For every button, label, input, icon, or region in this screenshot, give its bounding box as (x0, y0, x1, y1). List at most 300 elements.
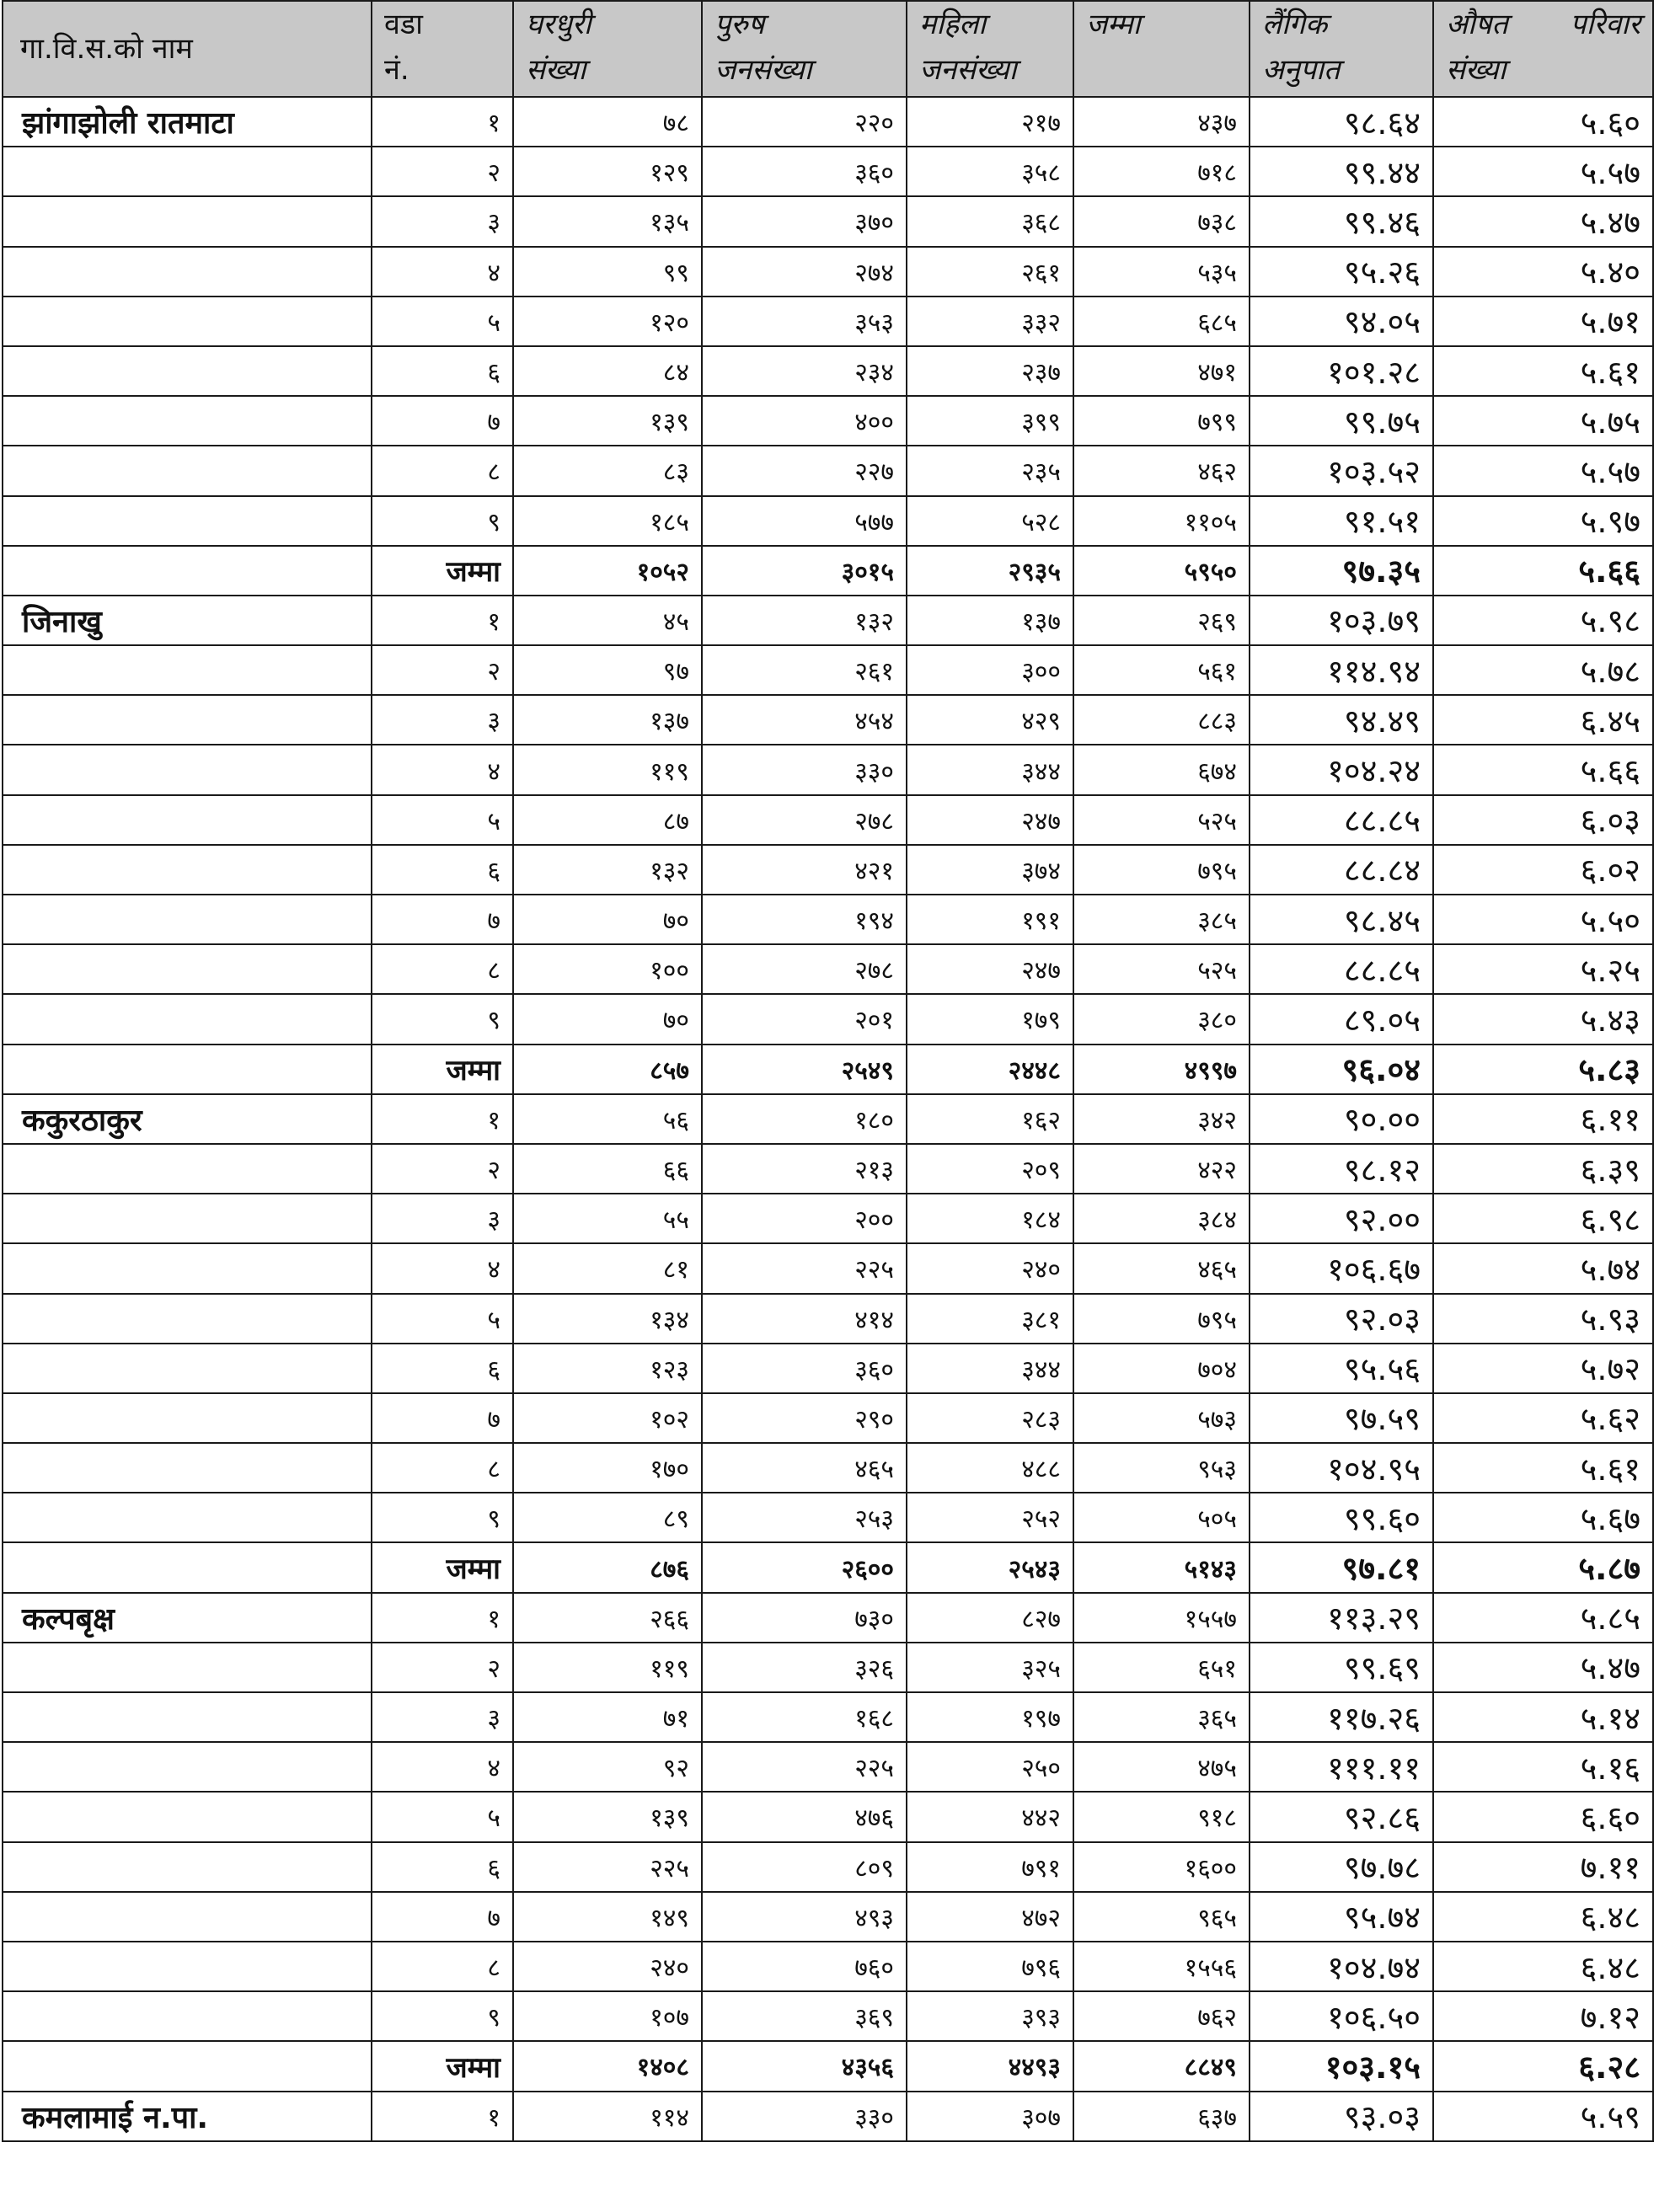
female-population-cell: ४८८ (907, 1443, 1073, 1493)
vdc-name-cell (3, 1542, 372, 1592)
avg-family-size-cell: ५.४३ (1433, 994, 1653, 1044)
total-cell: ५१४३ (1073, 1542, 1250, 1592)
male-population-cell: ३५३ (702, 297, 907, 346)
vdc-total-row (3, 1542, 1653, 1592)
total-cell: ७९५ (1073, 1294, 1250, 1344)
sex-ratio-cell: ८८.८५ (1250, 795, 1433, 845)
total-cell: २६९ (1073, 596, 1250, 645)
header-sex-ratio: लैंगिक अनुपात (1250, 1, 1433, 97)
sex-ratio-cell: ११३.२९ (1250, 1593, 1433, 1643)
male-population-cell: २७४ (702, 247, 907, 297)
sex-ratio-cell: ९०.०० (1250, 1094, 1433, 1144)
header-row (3, 1, 1653, 97)
female-population-cell: २४७ (907, 944, 1073, 994)
table-row (3, 196, 1653, 246)
female-population-cell: ४४९३ (907, 2041, 1073, 2091)
vdc-name-cell: झांगाझोली रातमाटा (3, 97, 372, 147)
total-cell: ४७५ (1073, 1742, 1250, 1792)
vdc-name-cell (3, 1194, 372, 1243)
total-cell: ९१८ (1073, 1792, 1250, 1841)
households-cell: ७० (513, 994, 702, 1044)
vdc-name-cell (3, 346, 372, 396)
avg-family-size-cell: ५.७८ (1433, 645, 1653, 695)
sex-ratio-cell: ८९.०५ (1250, 994, 1433, 1044)
ward-no-cell: ७ (372, 1393, 513, 1443)
total-label: जम्मा (372, 1045, 513, 1094)
header-vdc-name: गा.वि.स.को नाम (3, 1, 372, 97)
ward-no-cell: २ (372, 645, 513, 695)
table-row (3, 1991, 1653, 2041)
vdc-name-cell (3, 1393, 372, 1443)
households-cell: १३९ (513, 396, 702, 446)
total-cell: ५७३ (1073, 1393, 1250, 1443)
female-population-cell: २९३५ (907, 546, 1073, 596)
sex-ratio-cell: ९८.४५ (1250, 895, 1433, 944)
female-population-cell: २५४३ (907, 1542, 1073, 1592)
vdc-name-cell (3, 147, 372, 196)
avg-family-size-cell: ५.६१ (1433, 346, 1653, 396)
households-cell: १८५ (513, 496, 702, 546)
total-cell: ७०४ (1073, 1344, 1250, 1393)
households-cell: १०५२ (513, 546, 702, 596)
female-population-cell: ३६८ (907, 196, 1073, 246)
male-population-cell: २९० (702, 1393, 907, 1443)
male-population-cell: ४६५ (702, 1443, 907, 1493)
table-row (3, 1792, 1653, 1841)
vdc-name-cell (3, 645, 372, 695)
vdc-name-cell (3, 745, 372, 794)
vdc-name-cell (3, 695, 372, 745)
households-cell: ८९ (513, 1493, 702, 1542)
table-row (3, 446, 1653, 495)
male-population-cell: २२५ (702, 1243, 907, 1293)
ward-no-cell: ४ (372, 745, 513, 794)
total-cell: ३८५ (1073, 895, 1250, 944)
ward-no-cell: ८ (372, 1942, 513, 1991)
avg-family-size-cell: ६.११ (1433, 1094, 1653, 1144)
households-cell: ७० (513, 895, 702, 944)
ward-no-cell: ६ (372, 1842, 513, 1892)
avg-family-size-cell: ६.२८ (1433, 2041, 1653, 2091)
vdc-name-cell (3, 1045, 372, 1094)
avg-family-size-cell: ५.६६ (1433, 745, 1653, 794)
ward-no-cell: १ (372, 1593, 513, 1643)
avg-family-size-cell: ५.४७ (1433, 1643, 1653, 1692)
total-cell: ५२५ (1073, 944, 1250, 994)
ward-no-cell: ६ (372, 1344, 513, 1393)
vdc-name-cell (3, 845, 372, 895)
avg-family-size-cell: ५.७२ (1433, 1344, 1653, 1393)
male-population-cell: २०० (702, 1194, 907, 1243)
ward-no-cell: १ (372, 596, 513, 645)
households-cell: १३४ (513, 1294, 702, 1344)
female-population-cell: ४७२ (907, 1892, 1073, 1942)
sex-ratio-cell: ९२.८६ (1250, 1792, 1433, 1841)
female-population-cell: २३५ (907, 446, 1073, 495)
total-cell: ५६१ (1073, 645, 1250, 695)
avg-family-size-cell: ५.७५ (1433, 396, 1653, 446)
male-population-cell: ७३० (702, 1593, 907, 1643)
sex-ratio-cell: ९९.६९ (1250, 1643, 1433, 1692)
vdc-name-cell (3, 795, 372, 845)
avg-family-size-cell: ५.७४ (1433, 1243, 1653, 1293)
table-row (3, 596, 1653, 645)
table-row (3, 1393, 1653, 1443)
sex-ratio-cell: १०३.१५ (1250, 2041, 1433, 2091)
vdc-name-cell (3, 1443, 372, 1493)
households-cell: ६६ (513, 1144, 702, 1194)
total-cell: ७९५ (1073, 845, 1250, 895)
male-population-cell: २३४ (702, 346, 907, 396)
total-cell: ८८३ (1073, 695, 1250, 745)
table-row (3, 1942, 1653, 1991)
sex-ratio-cell: ९८.१२ (1250, 1144, 1433, 1194)
female-population-cell: १८४ (907, 1194, 1073, 1243)
male-population-cell: १३२ (702, 596, 907, 645)
table-row (3, 147, 1653, 196)
table-row (3, 1094, 1653, 1144)
table-row (3, 496, 1653, 546)
ward-no-cell: २ (372, 1144, 513, 1194)
ward-no-cell: ३ (372, 695, 513, 745)
header-ward-no: वडा नं. (372, 1, 513, 97)
female-population-cell: ७९६ (907, 1942, 1073, 1991)
table-row (3, 745, 1653, 794)
vdc-name-cell (3, 1493, 372, 1542)
female-population-cell: ३०० (907, 645, 1073, 695)
avg-family-size-cell: ६.४८ (1433, 1942, 1653, 1991)
avg-family-size-cell: ५.६६ (1433, 546, 1653, 596)
female-population-cell: २१७ (907, 97, 1073, 147)
table-row (3, 1742, 1653, 1792)
male-population-cell: ८०९ (702, 1842, 907, 1892)
total-cell: ४३७ (1073, 97, 1250, 147)
sex-ratio-cell: ९९.७५ (1250, 396, 1433, 446)
households-cell: २६६ (513, 1593, 702, 1643)
total-cell: ४७१ (1073, 346, 1250, 396)
households-cell: ८७ (513, 795, 702, 845)
sex-ratio-cell: ९९.६० (1250, 1493, 1433, 1542)
table-row (3, 994, 1653, 1044)
total-cell: ११०५ (1073, 496, 1250, 546)
households-cell: १२० (513, 297, 702, 346)
male-population-cell: २५३ (702, 1493, 907, 1542)
vdc-name-cell (3, 1294, 372, 1344)
female-population-cell: ३४४ (907, 1344, 1073, 1393)
vdc-total-row (3, 1045, 1653, 1094)
male-population-cell: १९४ (702, 895, 907, 944)
vdc-name-cell: जिनाखु (3, 596, 372, 645)
male-population-cell: ४३५६ (702, 2041, 907, 2091)
ward-no-cell: ७ (372, 895, 513, 944)
total-cell: ५०५ (1073, 1493, 1250, 1542)
female-population-cell: २३७ (907, 346, 1073, 396)
male-population-cell: २७८ (702, 944, 907, 994)
total-label: जम्मा (372, 1542, 513, 1592)
ward-no-cell: १ (372, 2092, 513, 2141)
table-row (3, 695, 1653, 745)
sex-ratio-cell: ९४.०५ (1250, 297, 1433, 346)
vdc-name-cell: कल्पबृक्ष (3, 1593, 372, 1643)
avg-family-size-cell: ६.३९ (1433, 1144, 1653, 1194)
total-cell: १६०० (1073, 1842, 1250, 1892)
female-population-cell: २४७ (907, 795, 1073, 845)
sex-ratio-cell: ९८.६४ (1250, 97, 1433, 147)
female-population-cell: ३२५ (907, 1643, 1073, 1692)
total-cell: ५९५० (1073, 546, 1250, 596)
male-population-cell: ३६० (702, 147, 907, 196)
avg-family-size-cell: ६.९८ (1433, 1194, 1653, 1243)
male-population-cell: २७८ (702, 795, 907, 845)
total-cell: ३६५ (1073, 1692, 1250, 1742)
sex-ratio-cell: ९९.४४ (1250, 147, 1433, 196)
households-cell: १०७ (513, 1991, 702, 2041)
female-population-cell: ५२८ (907, 496, 1073, 546)
male-population-cell: ४९३ (702, 1892, 907, 1942)
vdc-name-cell (3, 1144, 372, 1194)
vdc-name-cell (3, 895, 372, 944)
avg-family-size-cell: ५.४७ (1433, 196, 1653, 246)
ward-no-cell: ७ (372, 1892, 513, 1942)
table-row (3, 1643, 1653, 1692)
male-population-cell: २५४९ (702, 1045, 907, 1094)
households-cell: ११४ (513, 2092, 702, 2141)
male-population-cell: ३३० (702, 2092, 907, 2141)
vdc-name-cell (3, 1643, 372, 1692)
households-cell: १३५ (513, 196, 702, 246)
male-population-cell: २६०० (702, 1542, 907, 1592)
header-households: घरधुरी संख्या (513, 1, 702, 97)
avg-family-size-cell: ५.८७ (1433, 1542, 1653, 1592)
households-cell: १७० (513, 1443, 702, 1493)
table-row (3, 297, 1653, 346)
table-row (3, 1243, 1653, 1293)
households-cell: ८४ (513, 346, 702, 396)
households-cell: २२५ (513, 1842, 702, 1892)
table-row (3, 1493, 1653, 1542)
households-cell: ११९ (513, 1643, 702, 1692)
male-population-cell: ३७० (702, 196, 907, 246)
total-cell: ९५३ (1073, 1443, 1250, 1493)
female-population-cell: २८३ (907, 1393, 1073, 1443)
households-cell: १२३ (513, 1344, 702, 1393)
female-population-cell: ७९१ (907, 1842, 1073, 1892)
ward-no-cell: ३ (372, 1194, 513, 1243)
male-population-cell: ४५४ (702, 695, 907, 745)
avg-family-size-cell: ५.५० (1433, 895, 1653, 944)
male-population-cell: ३६० (702, 1344, 907, 1393)
vdc-name-cell: कमलामाई न.पा. (3, 2092, 372, 2141)
male-population-cell: ४१४ (702, 1294, 907, 1344)
female-population-cell: ३०७ (907, 2092, 1073, 2141)
ward-no-cell: २ (372, 1643, 513, 1692)
avg-family-size-cell: ६.४८ (1433, 1892, 1653, 1942)
table-row (3, 247, 1653, 297)
vdc-total-row (3, 546, 1653, 596)
households-cell: १४०८ (513, 2041, 702, 2091)
table-row (3, 1692, 1653, 1742)
total-cell: ६७४ (1073, 745, 1250, 794)
ward-no-cell: ८ (372, 446, 513, 495)
sex-ratio-cell: ९२.०३ (1250, 1294, 1433, 1344)
total-cell: ३८४ (1073, 1194, 1250, 1243)
sex-ratio-cell: १०४.७४ (1250, 1942, 1433, 1991)
header-avg-family-size: औषत परिवार संख्या (1433, 1, 1653, 97)
table-row (3, 1892, 1653, 1942)
avg-family-size-cell: ५.१४ (1433, 1692, 1653, 1742)
total-cell: ६८५ (1073, 297, 1250, 346)
households-cell: ८३ (513, 446, 702, 495)
avg-family-size-cell: ६.६० (1433, 1792, 1653, 1841)
vdc-name-cell (3, 446, 372, 495)
total-cell: ७१८ (1073, 147, 1250, 196)
male-population-cell: १८० (702, 1094, 907, 1144)
total-label: जम्मा (372, 2041, 513, 2091)
table-row (3, 2092, 1653, 2141)
ward-no-cell: ४ (372, 1243, 513, 1293)
sex-ratio-cell: ११७.२६ (1250, 1692, 1433, 1742)
vdc-name-cell (3, 994, 372, 1044)
sex-ratio-cell: १०६.६७ (1250, 1243, 1433, 1293)
male-population-cell: २०१ (702, 994, 907, 1044)
population-table (2, 0, 1654, 2142)
vdc-name-cell (3, 496, 372, 546)
avg-family-size-cell: ५.५७ (1433, 147, 1653, 196)
households-cell: ८५७ (513, 1045, 702, 1094)
households-cell: १३९ (513, 1792, 702, 1841)
ward-no-cell: ४ (372, 1742, 513, 1792)
sex-ratio-cell: १०३.५२ (1250, 446, 1433, 495)
households-cell: १३२ (513, 845, 702, 895)
female-population-cell: २५२ (907, 1493, 1073, 1542)
sex-ratio-cell: १०४.९५ (1250, 1443, 1433, 1493)
ward-no-cell: ३ (372, 1692, 513, 1742)
total-cell: ४६५ (1073, 1243, 1250, 1293)
avg-family-size-cell: ५.९७ (1433, 496, 1653, 546)
female-population-cell: ३३२ (907, 297, 1073, 346)
sex-ratio-cell: १०३.७९ (1250, 596, 1433, 645)
households-cell: ८७६ (513, 1542, 702, 1592)
table-row (3, 396, 1653, 446)
avg-family-size-cell: ५.६२ (1433, 1393, 1653, 1443)
sex-ratio-cell: ९३.०३ (1250, 2092, 1433, 2141)
female-population-cell: १९१ (907, 895, 1073, 944)
ward-no-cell: ५ (372, 795, 513, 845)
male-population-cell: ४०० (702, 396, 907, 446)
sex-ratio-cell: ९६.०४ (1250, 1045, 1433, 1094)
households-cell: ९९ (513, 247, 702, 297)
total-cell: ५३५ (1073, 247, 1250, 297)
table-body (3, 97, 1653, 2141)
female-population-cell: २४० (907, 1243, 1073, 1293)
male-population-cell: ३३० (702, 745, 907, 794)
male-population-cell: २२७ (702, 446, 907, 495)
female-population-cell: २६१ (907, 247, 1073, 297)
vdc-total-row (3, 2041, 1653, 2091)
female-population-cell: ३८१ (907, 1294, 1073, 1344)
avg-family-size-cell: ५.८३ (1433, 1045, 1653, 1094)
table-row (3, 1842, 1653, 1892)
households-cell: १०० (513, 944, 702, 994)
total-cell: ६३७ (1073, 2092, 1250, 2141)
ward-no-cell: १ (372, 1094, 513, 1144)
sex-ratio-cell: ९७.५९ (1250, 1393, 1433, 1443)
male-population-cell: ४२१ (702, 845, 907, 895)
avg-family-size-cell: ५.६१ (1433, 1443, 1653, 1493)
table-header (3, 1, 1653, 97)
female-population-cell: १३७ (907, 596, 1073, 645)
avg-family-size-cell: ५.९३ (1433, 1294, 1653, 1344)
households-cell: २४० (513, 1942, 702, 1991)
vdc-name-cell (3, 1692, 372, 1742)
vdc-name-cell (3, 1942, 372, 1991)
table-row (3, 97, 1653, 147)
ward-no-cell: ९ (372, 496, 513, 546)
households-cell: ११९ (513, 745, 702, 794)
households-cell: ७८ (513, 97, 702, 147)
total-cell: ९६५ (1073, 1892, 1250, 1942)
table-row (3, 895, 1653, 944)
table-row (3, 1443, 1653, 1493)
households-cell: १२९ (513, 147, 702, 196)
sex-ratio-cell: ९७.७८ (1250, 1842, 1433, 1892)
households-cell: ५५ (513, 1194, 702, 1243)
male-population-cell: २२० (702, 97, 907, 147)
total-cell: ४२२ (1073, 1144, 1250, 1194)
vdc-name-cell: ककुरठाकुर (3, 1094, 372, 1144)
ward-no-cell: ५ (372, 1294, 513, 1344)
vdc-name-cell (3, 1991, 372, 2041)
vdc-name-cell (3, 1243, 372, 1293)
households-cell: ५६ (513, 1094, 702, 1144)
male-population-cell: २६१ (702, 645, 907, 695)
households-cell: १३७ (513, 695, 702, 745)
sex-ratio-cell: ९५.२६ (1250, 247, 1433, 297)
sex-ratio-cell: १०६.५० (1250, 1991, 1433, 2041)
table-row (3, 1294, 1653, 1344)
total-cell: ४६२ (1073, 446, 1250, 495)
female-population-cell: २०९ (907, 1144, 1073, 1194)
sex-ratio-cell: ८८.८५ (1250, 944, 1433, 994)
vdc-name-cell (3, 1842, 372, 1892)
table-row (3, 346, 1653, 396)
sex-ratio-cell: ९५.७४ (1250, 1892, 1433, 1942)
ward-no-cell: ८ (372, 1443, 513, 1493)
table-row (3, 1344, 1653, 1393)
avg-family-size-cell: ५.५७ (1433, 446, 1653, 495)
header-total: जम्मा (1073, 1, 1250, 97)
male-population-cell: ७६० (702, 1942, 907, 1991)
ward-no-cell: १ (372, 97, 513, 147)
male-population-cell: २१३ (702, 1144, 907, 1194)
male-population-cell: १६८ (702, 1692, 907, 1742)
female-population-cell: ३५८ (907, 147, 1073, 196)
vdc-name-cell (3, 1344, 372, 1393)
avg-family-size-cell: ५.२५ (1433, 944, 1653, 994)
total-cell: ७३८ (1073, 196, 1250, 246)
table-row (3, 1144, 1653, 1194)
sex-ratio-cell: ८८.८४ (1250, 845, 1433, 895)
households-cell: १०२ (513, 1393, 702, 1443)
table-row (3, 1593, 1653, 1643)
table-row (3, 1194, 1653, 1243)
sex-ratio-cell: ११४.९४ (1250, 645, 1433, 695)
total-cell: ३८० (1073, 994, 1250, 1044)
header-male-population: पुरुष जनसंख्या (702, 1, 907, 97)
ward-no-cell: ८ (372, 944, 513, 994)
female-population-cell: ३७४ (907, 845, 1073, 895)
ward-no-cell: ९ (372, 994, 513, 1044)
